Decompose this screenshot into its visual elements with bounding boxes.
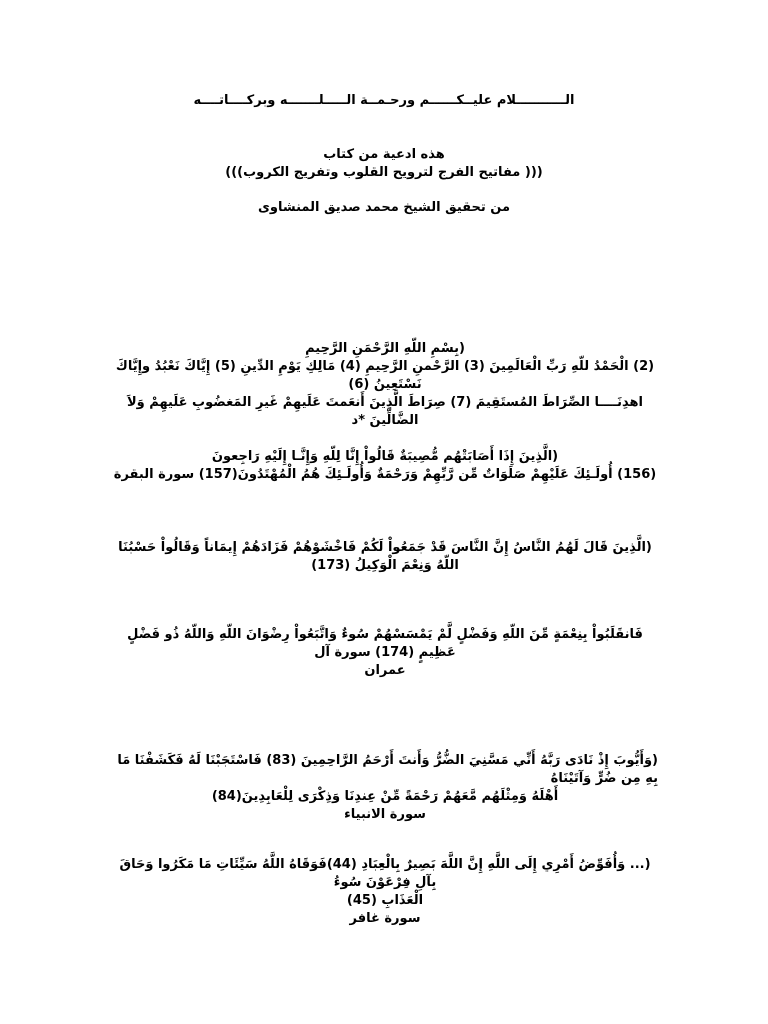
verse-line: عمران — [364, 663, 406, 678]
verse-line: (وَأَيُّوبَ إِذْ نَادَى رَبَّهُ أَنِّي مَسَّنِيَ الضُّرُّ وَأَنتَ أَرْحَمُ الرَّاحِمِينَ (83) فَاسْتَجَبْنَا لَهُ فَكَشَفْنَا مَا بِهِ مِن ضُرٍّ وَآتَيْنَاهُ — [117, 753, 658, 786]
verse-line: الْعَذَابِ (45) — [346, 893, 424, 908]
anbiya-section — [112, 752, 658, 824]
baqarah-section — [112, 448, 658, 484]
verse-line: (156) أُولَـئِكَ عَلَيْهِمْ صَلَوَاتٌ مِّن رَّبِّهِمْ وَرَحْمَةٌ وَأُولَـئِكَ هُمُ الْمُهْتَدُونَ(157) سورة البقرة — [113, 467, 657, 482]
ghafir-section — [112, 856, 658, 928]
surah-name: سورة الانبياء — [344, 807, 426, 822]
verse-line: (... وَأُفَوِّضُ أَمْرِي إِلَى اللَّهِ إِنَّ اللَّهَ بَصِيرٌ بِالْعِبَادِ (44)فَوَقَاهُ اللَّهُ سَيِّئَاتِ مَا مَكَرُوا وَحَاقَ بِآلِ فِرْعَوْنَ سُوءُ — [119, 857, 651, 890]
verse-line: اهدِنَــــا الصِّرَاطَ المُستَقِيمَ (7) صِرَاطَ الَّذِينَ أَنعَمتَ عَلَيهِمْ غَيرِ المَغضُوبِ عَلَيهِمْ وَلاَ الضَّالِّينَ *د — [126, 395, 644, 428]
intro-line: هذه ادعية من كتاب — [323, 147, 445, 162]
verse-line: (الَّذِينَ إِذَا أَصَابَتْهُم مُّصِيبَةٌ قَالُواْ إِنَّا لِلّهِ وَإِنَّـا إِلَيْهِ رَاجِعونَ — [211, 449, 559, 464]
verse-line: (2) الْحَمْدُ للّهِ رَبِّ الْعَالَمِينَ (3) الرَّحْمنِ الرَّحِيمِ (4) مَالِكِ يَوْمِ الدِّينِ (5) إِيَّاكَ نَعْبُدُ وإِيَّاكَ نَسْتَعِينُ (6) — [115, 359, 655, 392]
fatiha-section — [112, 340, 658, 430]
imran-174-section — [112, 626, 658, 680]
verse-line: أَهْلَهُ وَمِثْلَهُم مَّعَهُمْ رَحْمَةً مِّنْ عِندِنَا وَذِكْرَى لِلْعَابِدِينَ(84) — [211, 789, 559, 804]
verse-line: (بِسْمِ اللّهِ الرَّحْمَنِ الرَّحِيمِ — [305, 341, 465, 356]
book-title: ((( مفاتيح الفرج لترويح القلوب وتفريج الكروب))) — [225, 165, 543, 180]
verse-line: فَانقَلَبُواْ بِنِعْمَةٍ مِّنَ اللّهِ وَفَضْلٍ لَّمْ يَمْسَسْهُمْ سُوءٌ وَاتَّبَعُواْ رِضْوَانَ اللّهِ وَاللّهُ ذُو فَضْلٍ عَظِيمٍ (174) سورة آل — [127, 627, 643, 660]
imran-173-section — [112, 539, 658, 575]
verse-line: (الَّذِينَ قَالَ لَهُمُ النَّاسُ إِنَّ النَّاسَ قَدْ جَمَعُواْ لَكُمْ فَاخْشَوْهُمْ فَزَادَهُمْ إِيمَاناً وَقَالُواْ حَسْبُنَا اللّهُ وَنِعْمَ الْوَكِيلُ (173) — [118, 540, 652, 573]
source-line: من تحقيق الشيخ محمد صديق المنشاوى — [257, 200, 511, 215]
surah-name: سورة غافر — [349, 911, 421, 926]
greeting-line: الـــــــــــلام عليــكــــــم ورحـمــة الـــــلـــــــه وبركــــاتــــه — [193, 93, 575, 108]
